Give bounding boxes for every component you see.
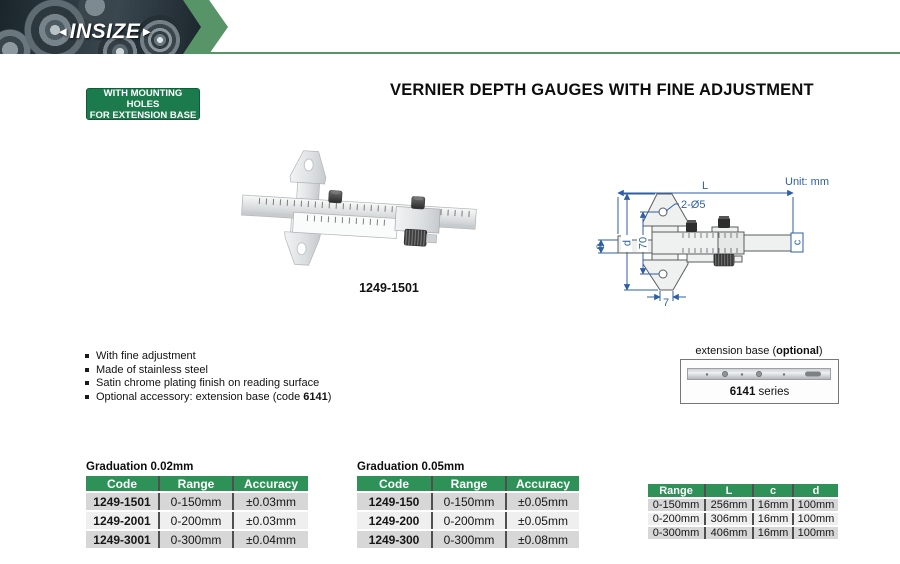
table-cell: 16mm: [752, 513, 792, 525]
table-dimensions: [648, 482, 838, 541]
table-cell: 1249-1501: [86, 493, 158, 510]
extension-base-caption: extension base (optional): [695, 345, 823, 357]
table-cell: ±0.03mm: [232, 512, 308, 529]
table-title: Graduation 0.02mm: [86, 461, 194, 473]
product-photo: [230, 146, 482, 276]
table-cell: 0-300mm: [158, 531, 232, 548]
table-cell: 0-150mm: [648, 499, 704, 511]
table-cell: 0-200mm: [158, 512, 232, 529]
table-cell: 0-150mm: [158, 493, 232, 510]
table-cell: 100mm: [792, 513, 838, 525]
table-cell: ±0.04mm: [232, 531, 308, 548]
column-header: Code: [357, 476, 431, 491]
bullet-icon: [85, 368, 89, 372]
table-cell: 0-300mm: [648, 527, 704, 539]
feature-text: Made of stainless steel: [96, 363, 208, 376]
extension-base-box: [680, 359, 839, 404]
badge-line2: FOR EXTENSION BASE: [89, 109, 197, 121]
table-cell: ±0.05mm: [505, 493, 579, 510]
diagram-dim-d: d: [621, 239, 634, 247]
extension-base-series-label: 6141 series: [729, 386, 790, 398]
extension-base-image: [687, 367, 831, 381]
table-cell: 100mm: [792, 527, 838, 539]
column-header: Range: [648, 484, 704, 497]
table-row: [86, 531, 308, 548]
page-title: VERNIER DEPTH GAUGES WITH FINE ADJUSTMENT: [390, 81, 814, 99]
feature-text: Satin chrome plating finish on reading surface: [96, 377, 320, 390]
table-cell: 16mm: [752, 499, 792, 511]
column-header: c: [752, 484, 792, 497]
table-row: [648, 499, 838, 511]
table-row: [86, 512, 308, 529]
table-cell: 0-300mm: [431, 531, 505, 548]
badge-line1: WITH MOUNTING HOLES: [103, 87, 183, 110]
feature-item: [85, 392, 331, 403]
table-graduation-002: [86, 461, 308, 550]
table-graduation-005: [357, 461, 579, 550]
table-cell: ±0.08mm: [505, 531, 579, 548]
column-header: Accuracy: [232, 476, 308, 491]
table-cell: 0-150mm: [431, 493, 505, 510]
table-title: Graduation 0.05mm: [357, 461, 465, 473]
table-row: [86, 493, 308, 510]
table-row: [357, 493, 579, 510]
insize-logo: [40, 20, 170, 44]
feature-item: [85, 378, 331, 389]
feature-item: [85, 351, 331, 362]
column-header: Range: [431, 476, 505, 491]
table-row: [648, 513, 838, 525]
column-header: L: [704, 484, 752, 497]
table-cell: 1249-3001: [86, 531, 158, 548]
table-cell: 256mm: [704, 499, 752, 511]
table-cell: 406mm: [704, 527, 752, 539]
spec-table: [357, 474, 579, 550]
table-cell: 1249-200: [357, 512, 431, 529]
diagram-dim-70: 70: [637, 236, 650, 250]
feature-text: Optional accessory: extension base (code 6141): [96, 390, 332, 403]
table-cell: 1249-150: [357, 493, 431, 510]
table-row: [357, 512, 579, 529]
table-header-row: [357, 476, 579, 491]
spec-table: [86, 474, 308, 550]
table-cell: 100mm: [792, 499, 838, 511]
table-cell: ±0.05mm: [505, 512, 579, 529]
feature-text: With fine adjustment: [96, 350, 196, 362]
diagram-dim-c: c: [791, 239, 804, 246]
column-header: Accuracy: [505, 476, 579, 491]
table-row: [357, 531, 579, 548]
technical-diagram: [592, 160, 897, 308]
table-cell: 1249-2001: [86, 512, 158, 529]
logo-right-arrow-icon: ►: [140, 24, 154, 39]
diagram-dim-holes: 2-Ø5: [681, 199, 706, 211]
column-header: Range: [158, 476, 232, 491]
diagram-dim-7: 7: [663, 297, 670, 308]
bullet-icon: [85, 354, 89, 358]
column-header: d: [792, 484, 838, 497]
spec-table: [648, 482, 838, 541]
product-code-label: 1249-1501: [359, 281, 419, 295]
diagram-dim-8: 8: [595, 243, 607, 250]
table-cell: 0-200mm: [648, 513, 704, 525]
diagram-dim-L: L: [701, 180, 709, 192]
bullet-icon: [85, 395, 89, 399]
table-cell: 1249-300: [357, 531, 431, 548]
table-header-row: [648, 484, 838, 497]
table-cell: 16mm: [752, 527, 792, 539]
feature-item: [85, 365, 331, 376]
logo-left-arrow-icon: ◄: [56, 24, 70, 39]
diagram-unit-label: Unit: mm: [785, 176, 829, 188]
column-header: Code: [86, 476, 158, 491]
table-row: [648, 527, 838, 539]
logo-text: INSIZE: [69, 20, 141, 43]
feature-list: [85, 351, 331, 405]
table-cell: 306mm: [704, 513, 752, 525]
bullet-icon: [85, 381, 89, 385]
table-header-row: [86, 476, 308, 491]
mounting-holes-badge: [86, 88, 200, 120]
table-cell: 0-200mm: [431, 512, 505, 529]
table-cell: ±0.03mm: [232, 493, 308, 510]
